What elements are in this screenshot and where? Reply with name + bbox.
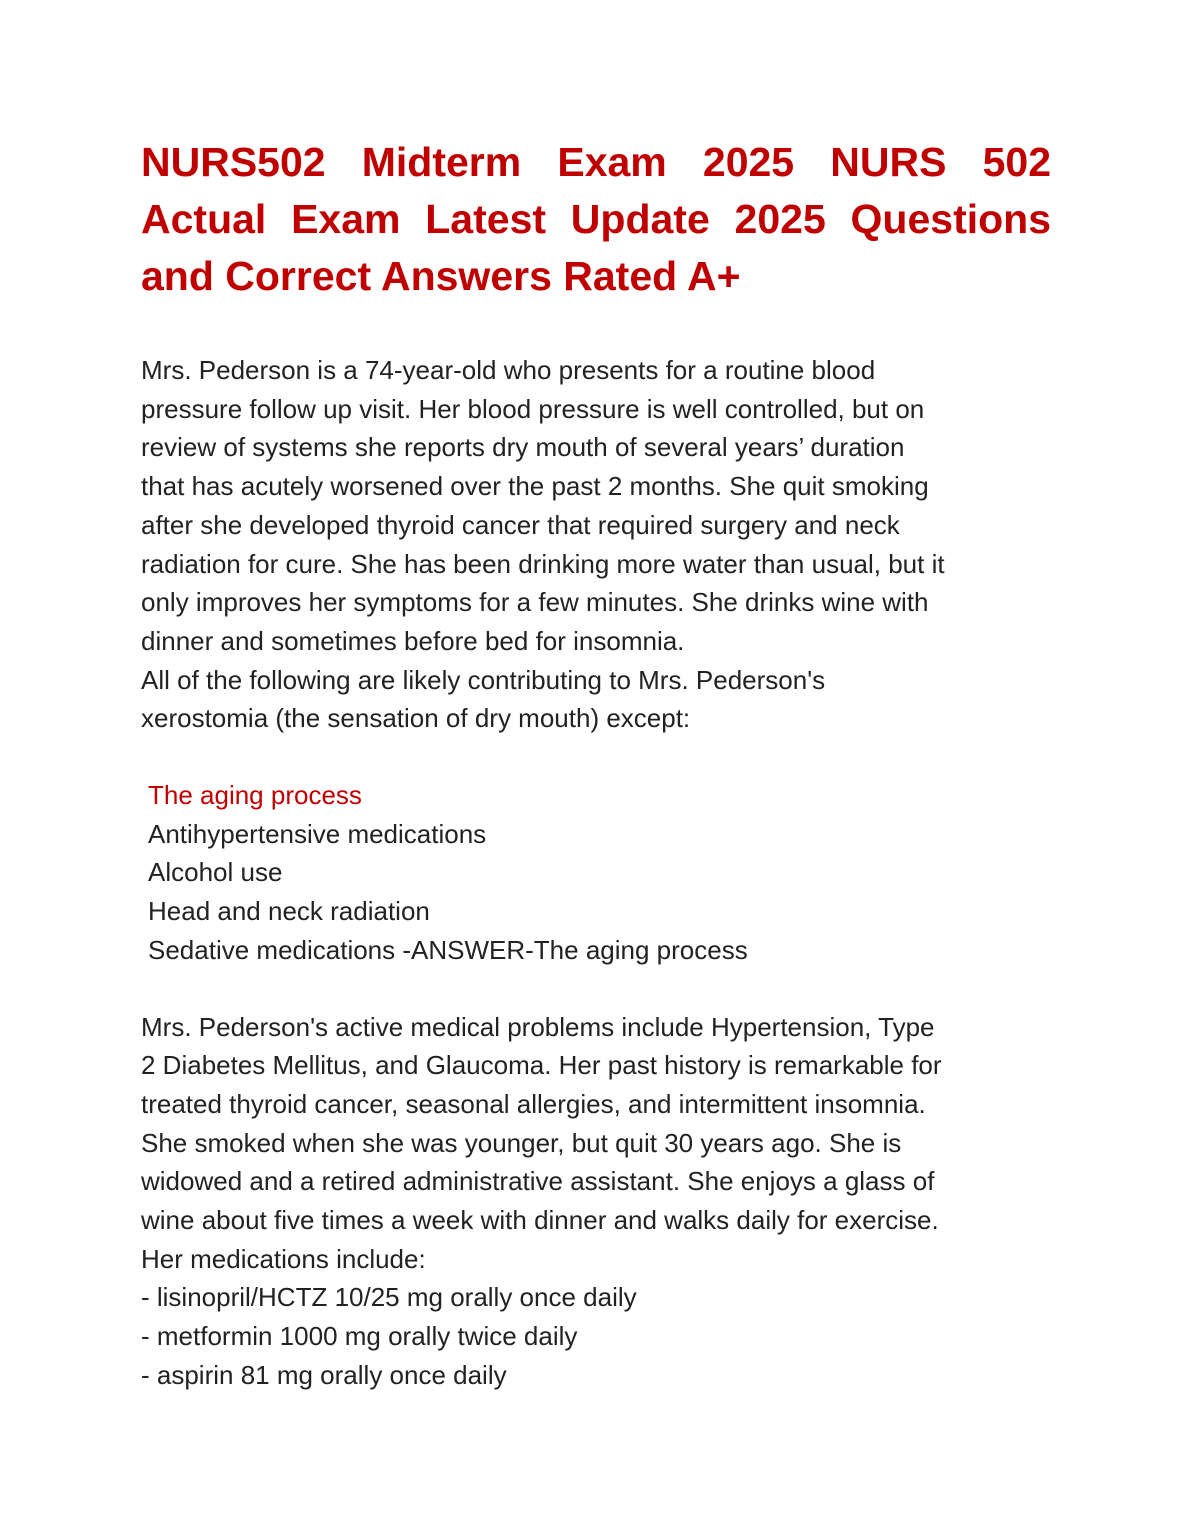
text-line: review of systems she reports dry mouth of several years’ duration: [141, 432, 905, 463]
option: Antihypertensive medications: [148, 818, 487, 849]
text-line: She smoked when she was younger, but quit 30 years ago. She is: [141, 1127, 902, 1158]
question-2-stem: [141, 1008, 1051, 1395]
text-line: 2 Diabetes Mellitus, and Glaucoma. Her past history is remarkable for: [141, 1050, 942, 1081]
text-line: after she developed thyroid cancer that required surgery and neck: [141, 509, 900, 540]
text-line: wine about five times a week with dinner and walks daily for exercise.: [141, 1205, 939, 1236]
option: Alcohol use: [148, 857, 283, 888]
text-line: pressure follow up visit. Her blood pressure is well controlled, but on: [141, 393, 925, 424]
question-1-options: [141, 776, 1051, 970]
text-line: dinner and sometimes before bed for insomnia.: [141, 625, 685, 656]
text-line: only improves her symptoms for a few minutes. She drinks wine with: [141, 587, 929, 618]
text-line: that has acutely worsened over the past 2 months. She quit smoking: [141, 471, 929, 502]
text-line: Mrs. Pederson's active medical problems include Hypertension, Type: [141, 1011, 935, 1042]
title-line: and Correct Answers Rated A+: [141, 253, 741, 299]
title-line: NURS502 Midterm Exam 2025 NURS 502: [141, 139, 1051, 185]
option-correct: The aging process: [148, 780, 362, 811]
medication-item: - lisinopril/HCTZ 10/25 mg orally once daily: [141, 1282, 637, 1313]
title-line: Actual Exam Latest Update 2025 Questions: [141, 196, 1051, 242]
text-line: widowed and a retired administrative assistant. She enjoys a glass of: [141, 1166, 935, 1197]
document-title: [141, 134, 1051, 305]
document-page: [141, 134, 1051, 1395]
option-with-answer: Sedative medications -ANSWER-The aging process: [148, 934, 748, 965]
text-line: radiation for cure. She has been drinking more water than usual, but it: [141, 548, 945, 579]
text-line: Mrs. Pederson is a 74-year-old who presents for a routine blood: [141, 355, 876, 385]
question-1-stem: [141, 351, 1051, 738]
medication-item: - metformin 1000 mg orally twice daily: [141, 1321, 578, 1352]
text-line: All of the following are likely contributing to Mrs. Pederson's: [141, 664, 826, 695]
text-line: Her medications include:: [141, 1243, 426, 1274]
text-line: treated thyroid cancer, seasonal allergies, and intermittent insomnia.: [141, 1088, 926, 1119]
option: Head and neck radiation: [148, 896, 430, 927]
text-line: xerostomia (the sensation of dry mouth) except:: [141, 703, 691, 734]
medication-item: - aspirin 81 mg orally once daily: [141, 1359, 507, 1390]
